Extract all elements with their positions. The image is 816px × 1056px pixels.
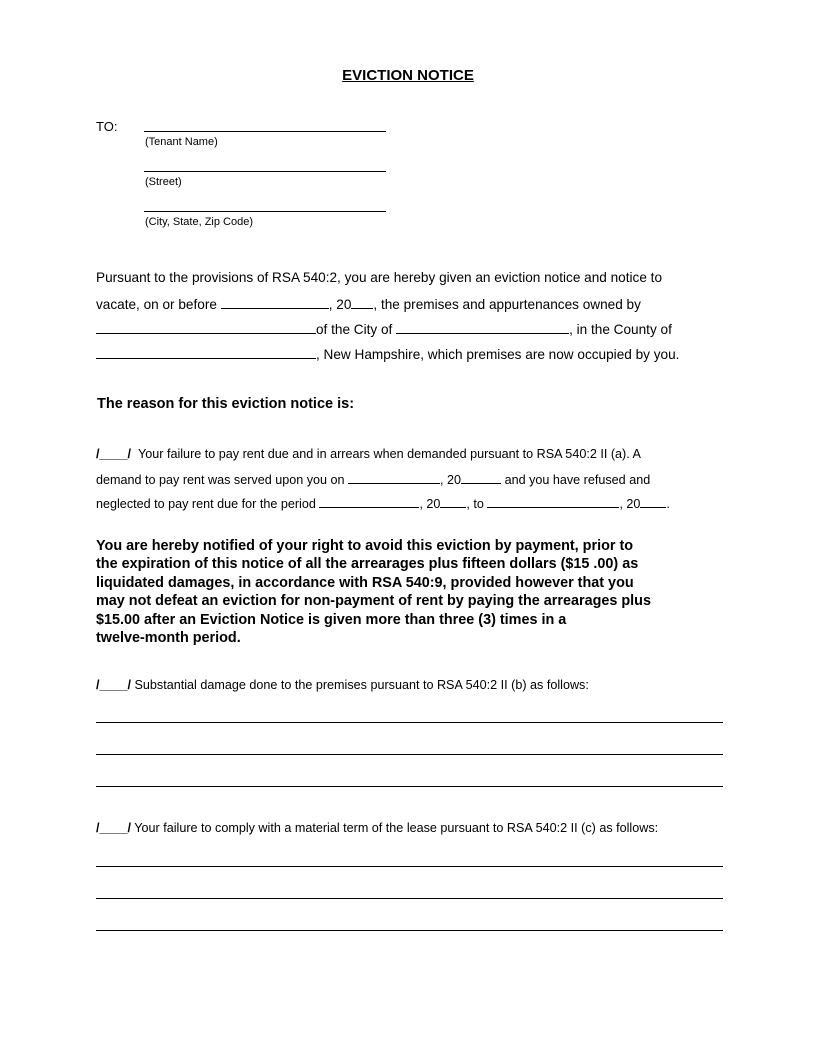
reason-a-text: neglected to pay rent due for the period: [96, 497, 316, 511]
county-field[interactable]: [96, 346, 316, 359]
reason-b-checkbox[interactable]: /____/: [96, 678, 132, 692]
reason-b-answer-line[interactable]: [96, 786, 723, 787]
street-caption: (Street): [145, 176, 182, 188]
reason-b-text: Substantial damage done to the premises pursuant to RSA 540:2 II (b) as follows:: [134, 678, 589, 692]
reason-c-answer-line[interactable]: [96, 930, 723, 931]
period-start-date-field[interactable]: [319, 495, 419, 508]
reason-c-text: Your failure to comply with a material term of the lease pursuant to RSA 540:2 II (c) as follows:: [134, 821, 659, 835]
vacate-year-field[interactable]: [351, 296, 373, 309]
intro-text: , in the County of: [569, 322, 672, 337]
city-state-zip-caption: (City, State, Zip Code): [145, 216, 253, 228]
reason-c-answer-line[interactable]: [96, 898, 723, 899]
intro-line-1: Pursuant to the provisions of RSA 540:2, you are hereby given an eviction notice and notice to: [96, 270, 663, 285]
reason-a-checkbox[interactable]: /____/: [96, 447, 132, 461]
intro-line-2: [96, 296, 641, 312]
intro-text: of the City of: [316, 322, 393, 337]
reason-a-text: , to: [466, 497, 484, 511]
reason-a-text: , 20: [419, 497, 441, 511]
city-field[interactable]: [396, 321, 569, 334]
right-to-avoid-line: the expiration of this notice of all the arrearages plus fifteen dollars ($15 .00) as: [96, 556, 639, 573]
document-title: EVICTION NOTICE: [342, 67, 474, 84]
reason-b-line: [96, 678, 589, 692]
reason-a-text: , 20: [440, 473, 462, 487]
period-end-year-field[interactable]: [640, 495, 666, 508]
reason-b-answer-line[interactable]: [96, 722, 723, 723]
tenant-name-field[interactable]: [144, 131, 386, 132]
reason-heading: The reason for this eviction notice is:: [97, 396, 355, 412]
intro-text: , New Hampshire, which premises are now occupied by you.: [316, 347, 680, 362]
demand-date-field[interactable]: [348, 471, 440, 484]
reason-c-line: [96, 821, 658, 835]
period-start-year-field[interactable]: [440, 495, 466, 508]
period-end-date-field[interactable]: [487, 495, 619, 508]
intro-text: , the premises and appurtenances owned by: [373, 297, 641, 312]
intro-line-4: [96, 346, 679, 362]
reason-a-line-2: [96, 471, 650, 487]
right-to-avoid-line: liquidated damages, in accordance with RSA 540:9, provided however that you: [96, 574, 634, 591]
reason-a-text: Your failure to pay rent due and in arrears when demanded pursuant to RSA 540:2 II (a). A: [138, 447, 641, 461]
vacate-date-field[interactable]: [221, 296, 329, 309]
reason-a-line-3: [96, 495, 670, 511]
reason-c-checkbox[interactable]: /____/: [96, 821, 132, 835]
demand-year-field[interactable]: [461, 471, 501, 484]
intro-text: , 20: [328, 297, 352, 312]
reason-a-text: demand to pay rent was served upon you on: [96, 473, 345, 487]
intro-line-3: [96, 321, 672, 337]
reason-a-text: .: [666, 497, 670, 511]
to-label: TO:: [96, 119, 118, 134]
reason-a-line-1: [96, 447, 641, 461]
right-to-avoid-line: twelve-month period.: [96, 630, 241, 647]
right-to-avoid-line: You are hereby notified of your right to avoid this eviction by payment, prior to: [96, 538, 634, 554]
right-to-avoid-line: may not defeat an eviction for non-payment of rent by paying the arrearages plus: [96, 593, 651, 610]
owner-field[interactable]: [96, 321, 316, 334]
reason-a-text: and you have refused and: [504, 473, 651, 487]
reason-a-text: , 20: [619, 497, 641, 511]
street-field[interactable]: [144, 171, 386, 172]
intro-text: vacate, on or before: [96, 297, 217, 312]
reason-c-answer-line[interactable]: [96, 866, 723, 867]
city-state-zip-field[interactable]: [144, 211, 386, 212]
right-to-avoid-line: $15.00 after an Eviction Notice is given more than three (3) times in a: [96, 611, 567, 628]
right-to-avoid-paragraph: [96, 537, 736, 647]
reason-b-answer-line[interactable]: [96, 754, 723, 755]
tenant-name-caption: (Tenant Name): [145, 136, 218, 148]
